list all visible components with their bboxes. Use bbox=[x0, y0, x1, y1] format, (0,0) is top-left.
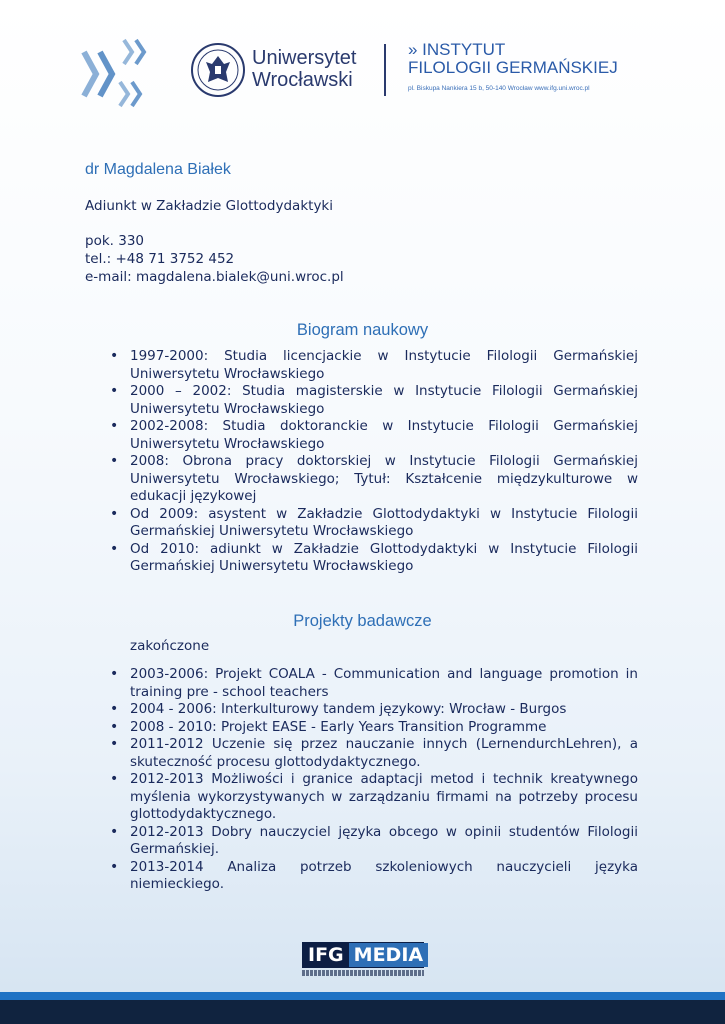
projects-list bbox=[108, 666, 638, 894]
logo-part-media: MEDIA bbox=[349, 943, 428, 967]
list-item: • 2012-2013 Dobry nauczyciel języka obcego w opinii studentów Filologii Germańskiej. bbox=[108, 824, 638, 859]
logo-part-ifg: IFG bbox=[303, 943, 349, 967]
list-item: • 2002-2008: Studia doktoranckie w Instytucie Filologii Germańskiej Uniwersytetu Wrocławskiego bbox=[108, 418, 638, 453]
institute-name bbox=[408, 41, 618, 94]
logo-tagline-decoration bbox=[302, 970, 424, 976]
university-name-line1: Uniwersytet bbox=[252, 47, 357, 69]
institute-address: pl. Biskupa Nankiera 15 b, 50-140 Wrocław www.ifg.uni.wroc.pl bbox=[408, 85, 590, 92]
projects-title: Projekty badawcze bbox=[293, 612, 432, 630]
list-item: • Od 2009: asystent w Zakładzie Glottodydaktyki w Instytucie Filologii Germańskiej Uniwersytetu Wrocławskiego bbox=[108, 506, 638, 541]
person-position: Adiunkt w Zakładzie Glottodydaktyki bbox=[85, 198, 334, 214]
footer-blue-bar bbox=[0, 992, 725, 1000]
list-item: • 2012-2013 Możliwości i granice adaptacji metod i technik kreatywnego myślenia wykorzystywanych w zarządzaniu firmami na potrzeby procesu glottodydaktycznego. bbox=[108, 771, 638, 824]
chevrons-logo-icon bbox=[80, 38, 160, 110]
contact-info bbox=[85, 232, 344, 286]
list-item: • Od 2010: adiunkt w Zakładzie Glottodydaktyki w Instytucie Filologii Germańskiej Uniwersytetu Wrocławskiego bbox=[108, 541, 638, 576]
biogram-title: Biogram naukowy bbox=[296, 321, 429, 339]
university-seal-icon bbox=[190, 42, 246, 98]
biogram-list bbox=[108, 348, 638, 576]
list-item: • 1997-2000: Studia licencjackie w Instytucie Filologii Germańskiej Uniwersytetu Wrocławskiego bbox=[108, 348, 638, 383]
list-item: • 2011-2012 Uczenie się przez nauczanie innych (LernendurchLehren), a skuteczność procesu glottodydaktycznego. bbox=[108, 736, 638, 771]
projects-subheading: zakończone bbox=[130, 638, 210, 654]
list-item: • 2000 – 2002: Studia magisterskie w Instytucie Filologii Germańskiej Uniwersytetu Wrocławskiego bbox=[108, 383, 638, 418]
ifg-media-logo bbox=[302, 942, 424, 976]
footer-dark-bar bbox=[0, 1000, 725, 1024]
list-item: • 2003-2006: Projekt COALA - Communication and language promotion in training pre - school teachers bbox=[108, 666, 638, 701]
email-address[interactable]: e-mail: magdalena.bialek@uni.wroc.pl bbox=[85, 269, 344, 285]
list-item: • 2008: Obrona pracy doktorskiej w Instytucie Filologii Germańskiej Uniwersytetu Wrocławskiego; Tytuł: Kształcenie międzykulturowe w edukacji językowej bbox=[108, 453, 638, 506]
institute-name-line2: FILOLOGII GERMAŃSKIEJ bbox=[408, 58, 618, 77]
list-item: • 2008 - 2010: Projekt EASE - Early Years Transition Programme bbox=[108, 719, 638, 737]
person-name: dr Magdalena Białek bbox=[85, 161, 231, 178]
university-name-line2: Wrocławski bbox=[252, 69, 353, 91]
list-item: • 2004 - 2006: Interkulturowy tandem językowy: Wrocław - Burgos bbox=[108, 701, 638, 719]
institute-name-line1: » INSTYTUT bbox=[408, 40, 506, 59]
room-number: pok. 330 bbox=[85, 233, 144, 249]
header-divider bbox=[384, 44, 386, 96]
phone-number: tel.: +48 71 3752 452 bbox=[85, 251, 235, 267]
university-name bbox=[252, 47, 356, 91]
list-item: • 2013-2014 Analiza potrzeb szkoleniowych nauczycieli języka niemieckiego. bbox=[108, 859, 638, 894]
